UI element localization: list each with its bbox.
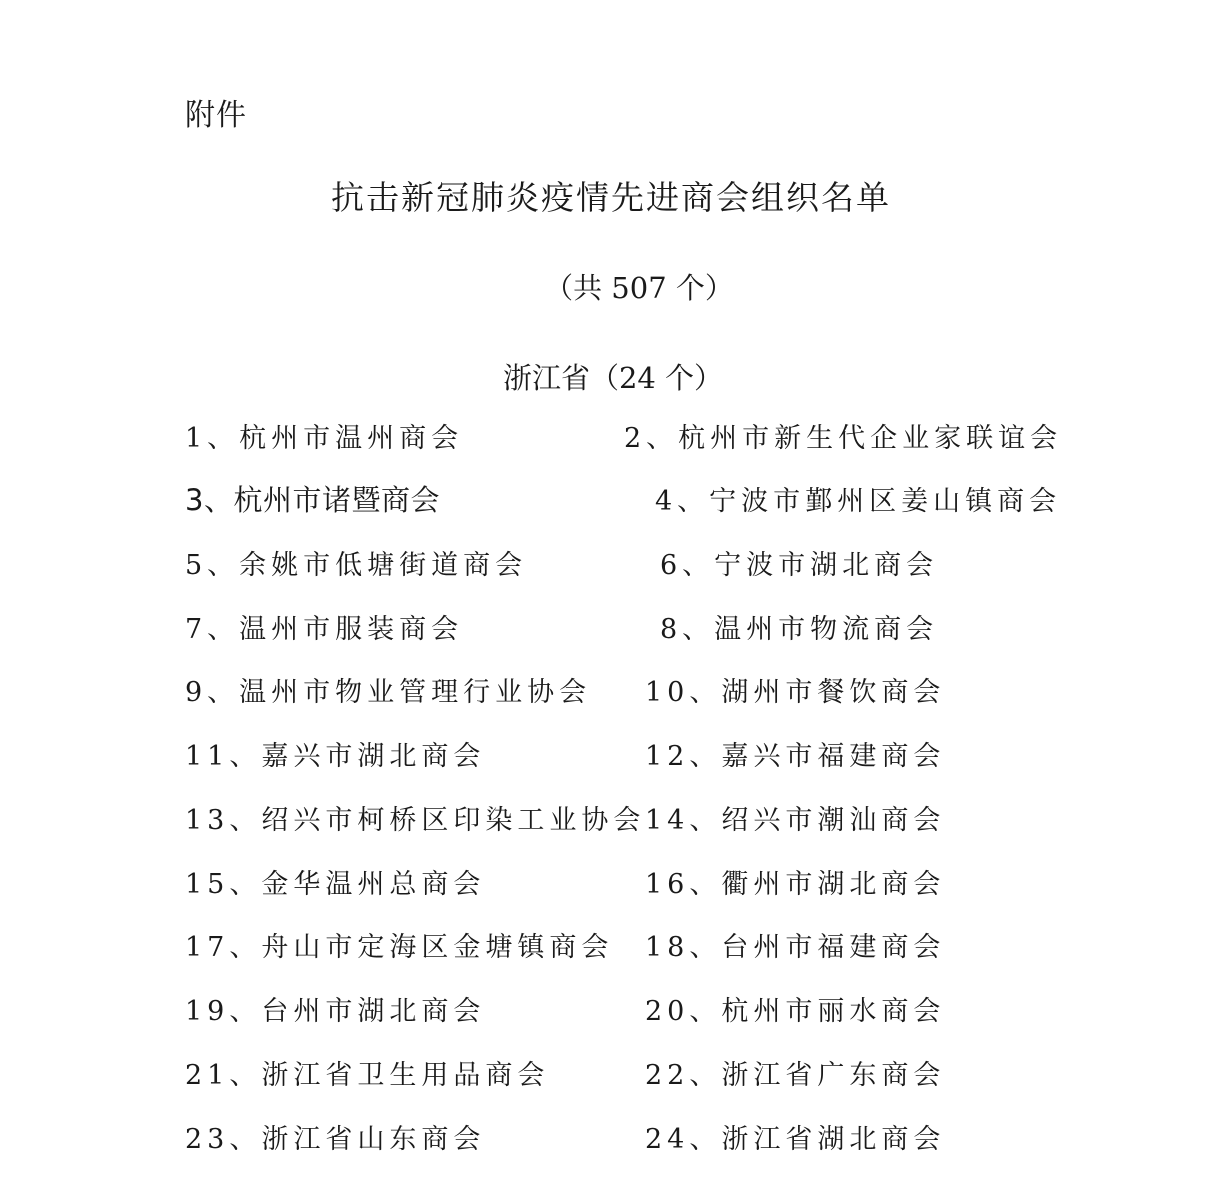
list-item: 4、宁波市鄞州区姜山镇商会 <box>655 486 1062 517</box>
list-item: 14、绍兴市潮汕商会 <box>645 805 946 836</box>
list-item: 24、浙江省湖北商会 <box>645 1124 946 1155</box>
list-item: 21、浙江省卫生用品商会 <box>185 1060 550 1091</box>
list-item: 13、绍兴市柯桥区印染工业协会 <box>185 805 646 836</box>
list-item: 3、杭州市诸暨商会 <box>185 483 440 517</box>
province-heading: 浙江省（24 个） <box>502 361 724 395</box>
attachment-label: 附件 <box>185 98 247 133</box>
document-title: 抗击新冠肺炎疫情先进商会组织名单 <box>331 178 891 217</box>
list-item: 20、杭州市丽水商会 <box>645 996 946 1027</box>
total-count: （共 507 个） <box>544 271 734 305</box>
list-item: 2、杭州市新生代企业家联谊会 <box>624 423 1063 454</box>
list-item: 9、温州市物业管理行业协会 <box>185 677 592 708</box>
list-item: 5、余姚市低塘街道商会 <box>185 550 528 581</box>
list-item: 1、杭州市温州商会 <box>185 423 464 454</box>
list-item: 7、温州市服装商会 <box>185 614 464 645</box>
list-item: 17、舟山市定海区金塘镇商会 <box>185 932 614 963</box>
list-item: 19、台州市湖北商会 <box>185 996 486 1027</box>
list-item: 11、嘉兴市湖北商会 <box>185 741 486 772</box>
list-item: 15、金华温州总商会 <box>185 869 486 900</box>
list-item: 8、温州市物流商会 <box>660 614 939 645</box>
list-item: 18、台州市福建商会 <box>645 932 946 963</box>
list-item: 6、宁波市湖北商会 <box>660 550 939 581</box>
list-item: 16、衢州市湖北商会 <box>645 869 946 900</box>
list-item: 12、嘉兴市福建商会 <box>645 741 946 772</box>
list-item: 10、湖州市餐饮商会 <box>645 677 946 708</box>
list-item: 22、浙江省广东商会 <box>645 1060 946 1091</box>
list-item: 23、浙江省山东商会 <box>185 1124 486 1155</box>
